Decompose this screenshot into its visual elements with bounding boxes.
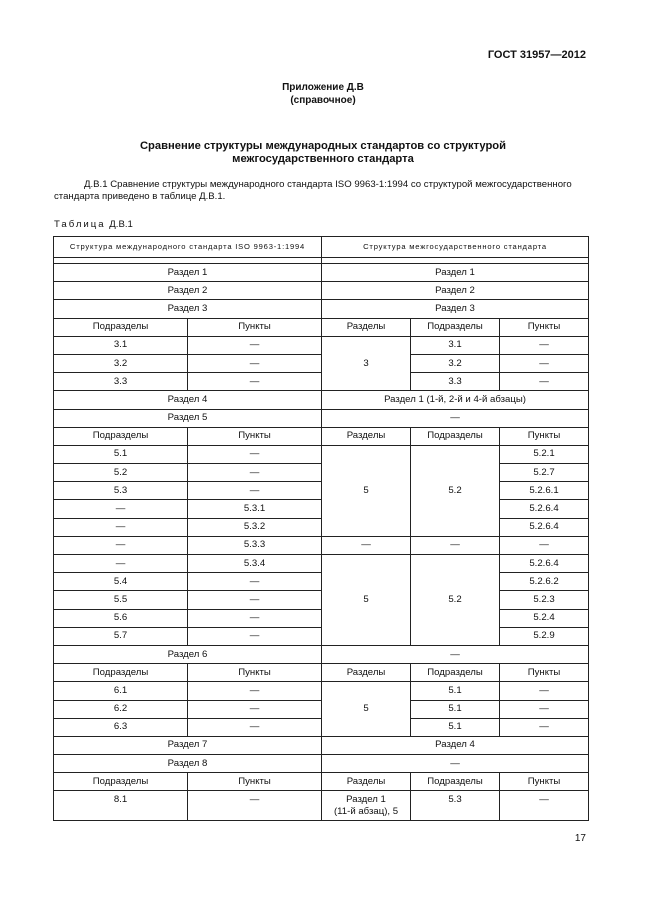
table-row [54, 536, 589, 554]
table-row [54, 373, 589, 391]
cell: — [188, 700, 322, 718]
cell: 5.2.7 [500, 464, 589, 482]
table-row [54, 300, 589, 318]
cell: 6.2 [54, 700, 188, 718]
cell: Раздел 4 [322, 736, 589, 754]
cell: Раздел 8 [54, 755, 322, 773]
cell: — [500, 718, 589, 736]
cell: — [322, 409, 589, 427]
cell: — [54, 555, 188, 573]
table-row [54, 427, 589, 445]
header-interstate: Структура межгосударственного стандарта [322, 237, 589, 258]
table-header-row [54, 237, 589, 258]
cell: 5.5 [54, 591, 188, 609]
cell: Раздел 6 [54, 645, 322, 663]
cell: — [500, 682, 589, 700]
cell: — [322, 536, 411, 554]
cell: 5.7 [54, 627, 188, 645]
cell: 5.2 [411, 555, 500, 646]
cell: 6.1 [54, 682, 188, 700]
cell: Разделы [322, 318, 411, 336]
table-row [54, 736, 589, 754]
cell: 5.2.4 [500, 609, 589, 627]
table-row [54, 700, 589, 718]
cell-line: Раздел 1 [346, 793, 386, 805]
table-caption-id: Д.В.1 [109, 219, 133, 230]
table-row [54, 682, 589, 700]
cell: Пункты [500, 664, 589, 682]
table-row [54, 573, 589, 591]
cell: — [188, 718, 322, 736]
appendix-title: Приложение Д.В [282, 82, 364, 93]
appendix-note: (справочное) [290, 95, 356, 106]
cell: — [188, 464, 322, 482]
cell: Раздел 3 [322, 300, 589, 318]
cell: 5.3.3 [188, 536, 322, 554]
cell: Пункты [500, 318, 589, 336]
cell: — [411, 536, 500, 554]
table-row [54, 336, 589, 354]
cell: 3 [322, 336, 411, 391]
table-row [54, 318, 589, 336]
section-heading-line2: межгосударственного стандарта [232, 153, 414, 165]
cell: 5.2.9 [500, 627, 589, 645]
table-row [54, 409, 589, 427]
cell: 5.2 [54, 464, 188, 482]
table-row [54, 645, 589, 663]
cell: — [54, 518, 188, 536]
cell: Пункты [500, 427, 589, 445]
cell: Подразделы [411, 427, 500, 445]
cell: 5 [322, 682, 411, 737]
cell: 5.1 [54, 445, 188, 463]
cell: Разделы [322, 664, 411, 682]
cell: 3.2 [54, 354, 188, 372]
cell: 3.1 [54, 336, 188, 354]
cell: — [188, 336, 322, 354]
table-row [54, 282, 589, 300]
cell: 5.3.1 [188, 500, 322, 518]
page-number: 17 [574, 833, 586, 844]
cell: Подразделы [54, 318, 188, 336]
cell: — [188, 445, 322, 463]
cell: — [54, 500, 188, 518]
cell: Пункты [188, 427, 322, 445]
cell: — [188, 373, 322, 391]
cell: 5.6 [54, 609, 188, 627]
table-row [54, 445, 589, 463]
table-row [54, 664, 589, 682]
table-row [54, 591, 589, 609]
cell: 5.4 [54, 573, 188, 591]
table-row [54, 354, 589, 372]
cell: Разделы [322, 773, 411, 791]
cell: — [188, 591, 322, 609]
cell: 6.3 [54, 718, 188, 736]
cell: 5.2.6.4 [500, 500, 589, 518]
cell: — [500, 373, 589, 391]
cell: — [188, 627, 322, 645]
cell: — [500, 791, 589, 821]
cell: — [188, 573, 322, 591]
comparison-table [53, 236, 589, 821]
table-row [54, 755, 589, 773]
cell: — [500, 536, 589, 554]
cell: Раздел 7 [54, 736, 322, 754]
cell: 5 [322, 445, 411, 536]
cell: 3.3 [54, 373, 188, 391]
cell: Раздел 2 [54, 282, 322, 300]
cell: 5.3 [411, 791, 500, 821]
cell: 5.1 [411, 700, 500, 718]
cell [322, 791, 411, 821]
cell: 5.3 [54, 482, 188, 500]
cell: Раздел 1 (1-й, 2-й и 4-й абзацы) [322, 391, 589, 409]
cell: 8.1 [54, 791, 188, 821]
cell: 3.1 [411, 336, 500, 354]
intro-paragraph: Д.В.1 Сравнение структуры международного стандарта ISO 9963-1:1994 со структурой межгосударственного стандарта приведено в таблице Д.В.1. [54, 179, 572, 202]
cell: — [188, 682, 322, 700]
cell: Подразделы [411, 773, 500, 791]
cell: Раздел 1 [322, 264, 589, 282]
cell: Пункты [188, 318, 322, 336]
table-row [54, 500, 589, 518]
cell: Раздел 2 [322, 282, 589, 300]
cell: Раздел 1 [54, 264, 322, 282]
table-row [54, 482, 589, 500]
cell: 5.2.6.1 [500, 482, 589, 500]
cell: Подразделы [54, 664, 188, 682]
table-caption [54, 219, 133, 230]
cell: Подразделы [54, 773, 188, 791]
table-row [54, 718, 589, 736]
cell: 5.1 [411, 718, 500, 736]
cell: 3.3 [411, 373, 500, 391]
cell: 5.2 [411, 445, 500, 536]
cell: — [188, 609, 322, 627]
cell: Подразделы [411, 318, 500, 336]
cell: — [54, 536, 188, 554]
cell: Раздел 5 [54, 409, 322, 427]
table-caption-prefix: Таблица [54, 219, 106, 230]
cell: — [500, 336, 589, 354]
cell: 5.2.6.2 [500, 573, 589, 591]
table-row [54, 609, 589, 627]
cell: — [500, 354, 589, 372]
cell: Подразделы [54, 427, 188, 445]
cell: 5.2.1 [500, 445, 589, 463]
cell: Пункты [188, 773, 322, 791]
cell: 5.2.6.4 [500, 518, 589, 536]
cell: — [188, 482, 322, 500]
cell: 5.2.3 [500, 591, 589, 609]
cell: Раздел 4 [54, 391, 322, 409]
cell: — [322, 755, 589, 773]
cell: 5.3.4 [188, 555, 322, 573]
cell: — [188, 791, 322, 821]
cell: Подразделы [411, 664, 500, 682]
table-row [54, 627, 589, 645]
cell: — [188, 354, 322, 372]
table-row [54, 555, 589, 573]
cell: 5.2.6.4 [500, 555, 589, 573]
table-row [54, 464, 589, 482]
table-row [54, 791, 589, 821]
cell: — [500, 700, 589, 718]
table-row [54, 518, 589, 536]
section-heading-line1: Сравнение структуры международных стандартов со структурой [139, 140, 507, 152]
cell-line: (11-й абзац), 5 [333, 805, 399, 817]
cell: 5.1 [411, 682, 500, 700]
cell: Раздел 3 [54, 300, 322, 318]
cell: Пункты [500, 773, 589, 791]
table-row [54, 773, 589, 791]
document-id: ГОСТ 31957—2012 [487, 49, 586, 61]
table-row [54, 264, 589, 282]
table-row [54, 391, 589, 409]
cell: Разделы [322, 427, 411, 445]
cell: — [322, 645, 589, 663]
cell: Пункты [188, 664, 322, 682]
cell: 5.3.2 [188, 518, 322, 536]
cell: 3.2 [411, 354, 500, 372]
cell: 5 [322, 555, 411, 646]
header-international: Структура международного стандарта ISO 9963-1:1994 [54, 237, 322, 258]
